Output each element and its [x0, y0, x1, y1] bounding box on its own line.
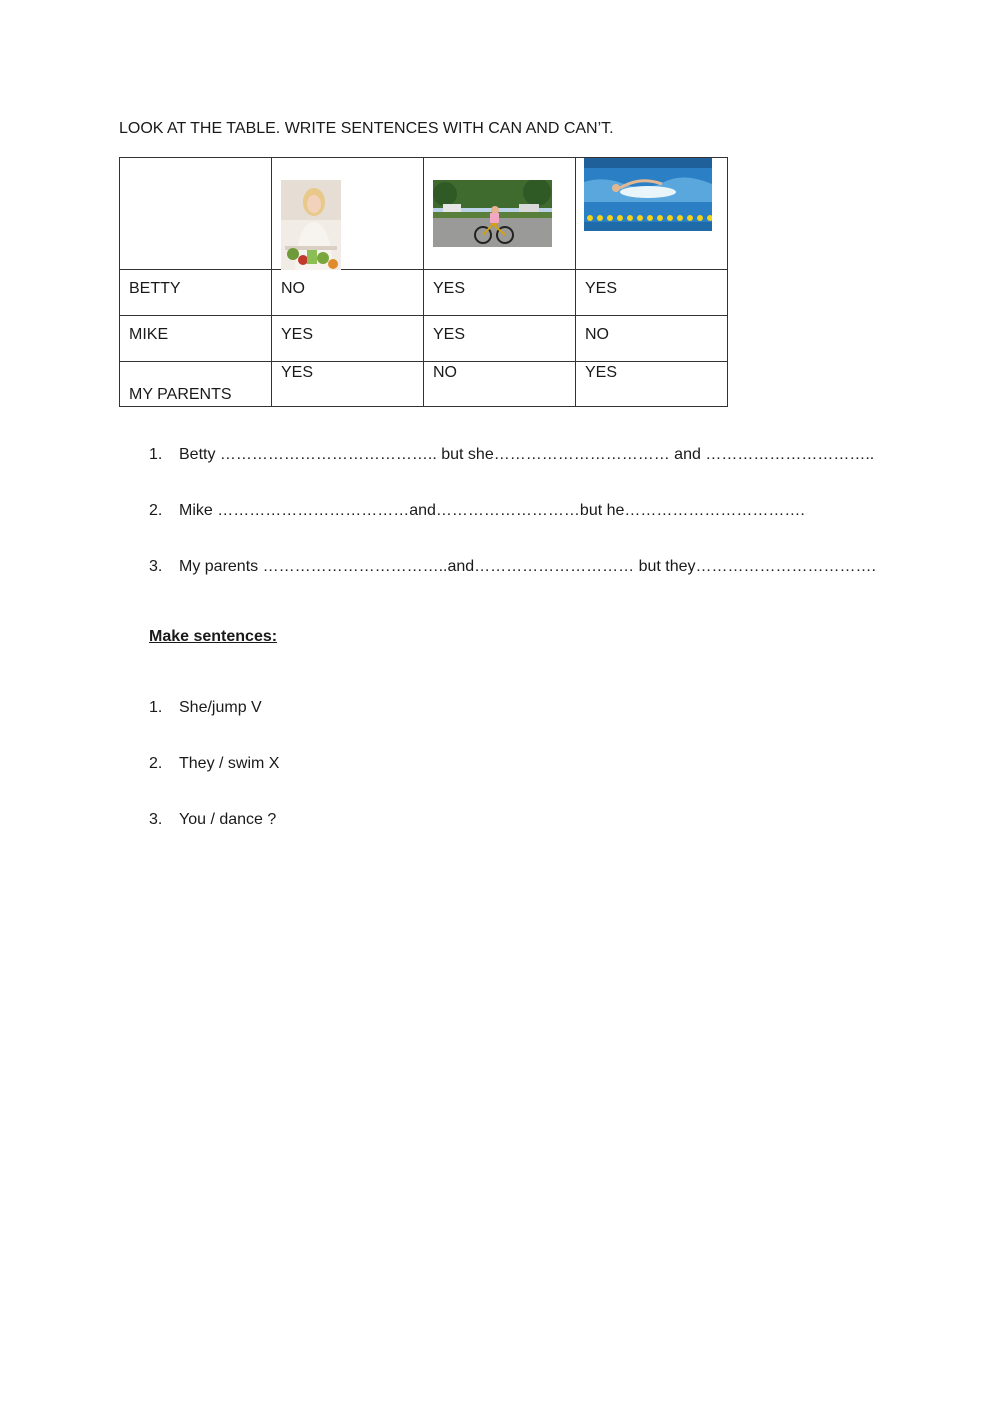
- cell-value: YES: [281, 326, 314, 343]
- row-name: BETTY: [129, 280, 181, 297]
- table-cell: [424, 270, 576, 316]
- cycling-photo: [433, 180, 552, 247]
- table-cell: [272, 270, 424, 316]
- row-name-cell: [120, 362, 272, 407]
- table-cell: [576, 270, 728, 316]
- item-text: Betty ………………………………….. but she…………………………… and …………………………..: [179, 446, 875, 463]
- table-cell: [272, 362, 424, 407]
- instruction-text: LOOK AT THE TABLE. WRITE SENTENCES WITH CAN AND CAN’T.: [119, 120, 614, 137]
- make-sentences-heading: Make sentences:: [149, 628, 278, 645]
- header-cell-swimming: [576, 158, 728, 270]
- cell-value: YES: [585, 364, 618, 381]
- table-cell: [272, 316, 424, 362]
- header-cell-cycling: [424, 158, 576, 270]
- item-text: My parents ……………………………..and………………………… but they…………………………….: [179, 558, 876, 575]
- cell-value: NO: [433, 364, 457, 381]
- cell-value: YES: [433, 280, 466, 297]
- cell-value: YES: [585, 280, 618, 297]
- row-name: MY PARENTS: [129, 386, 232, 403]
- table-header-row: [120, 158, 728, 270]
- row-name: MIKE: [129, 326, 169, 343]
- cell-value: YES: [281, 364, 314, 381]
- row-name-cell: [120, 270, 272, 316]
- item-number: 3.: [149, 811, 163, 828]
- item-number: 1.: [149, 446, 163, 463]
- cooking-photo: [281, 180, 341, 270]
- item-text: They / swim X: [179, 755, 280, 772]
- empty-corner-cell: [120, 158, 272, 270]
- cell-value: YES: [433, 326, 466, 343]
- can-cant-table: [119, 157, 728, 407]
- item-number: 3.: [149, 558, 163, 575]
- item-number: 1.: [149, 699, 163, 716]
- item-text: Mike ………………………………and………………………but he…………………………….: [179, 502, 805, 519]
- item-number: 2.: [149, 502, 163, 519]
- table-cell: [576, 362, 728, 407]
- table-cell: [576, 316, 728, 362]
- table-row-my-parents: [120, 362, 728, 407]
- swimming-photo: [584, 158, 712, 231]
- row-name-cell: [120, 316, 272, 362]
- item-text: You / dance ?: [179, 811, 277, 828]
- table-row-betty: [120, 270, 728, 316]
- item-text: She/jump V: [179, 699, 262, 716]
- cell-value: NO: [281, 280, 305, 297]
- item-number: 2.: [149, 755, 163, 772]
- cell-value: NO: [585, 326, 609, 343]
- table-row-mike: [120, 316, 728, 362]
- table-cell: [424, 316, 576, 362]
- header-cell-cooking: [272, 158, 424, 270]
- table-cell: [424, 362, 576, 407]
